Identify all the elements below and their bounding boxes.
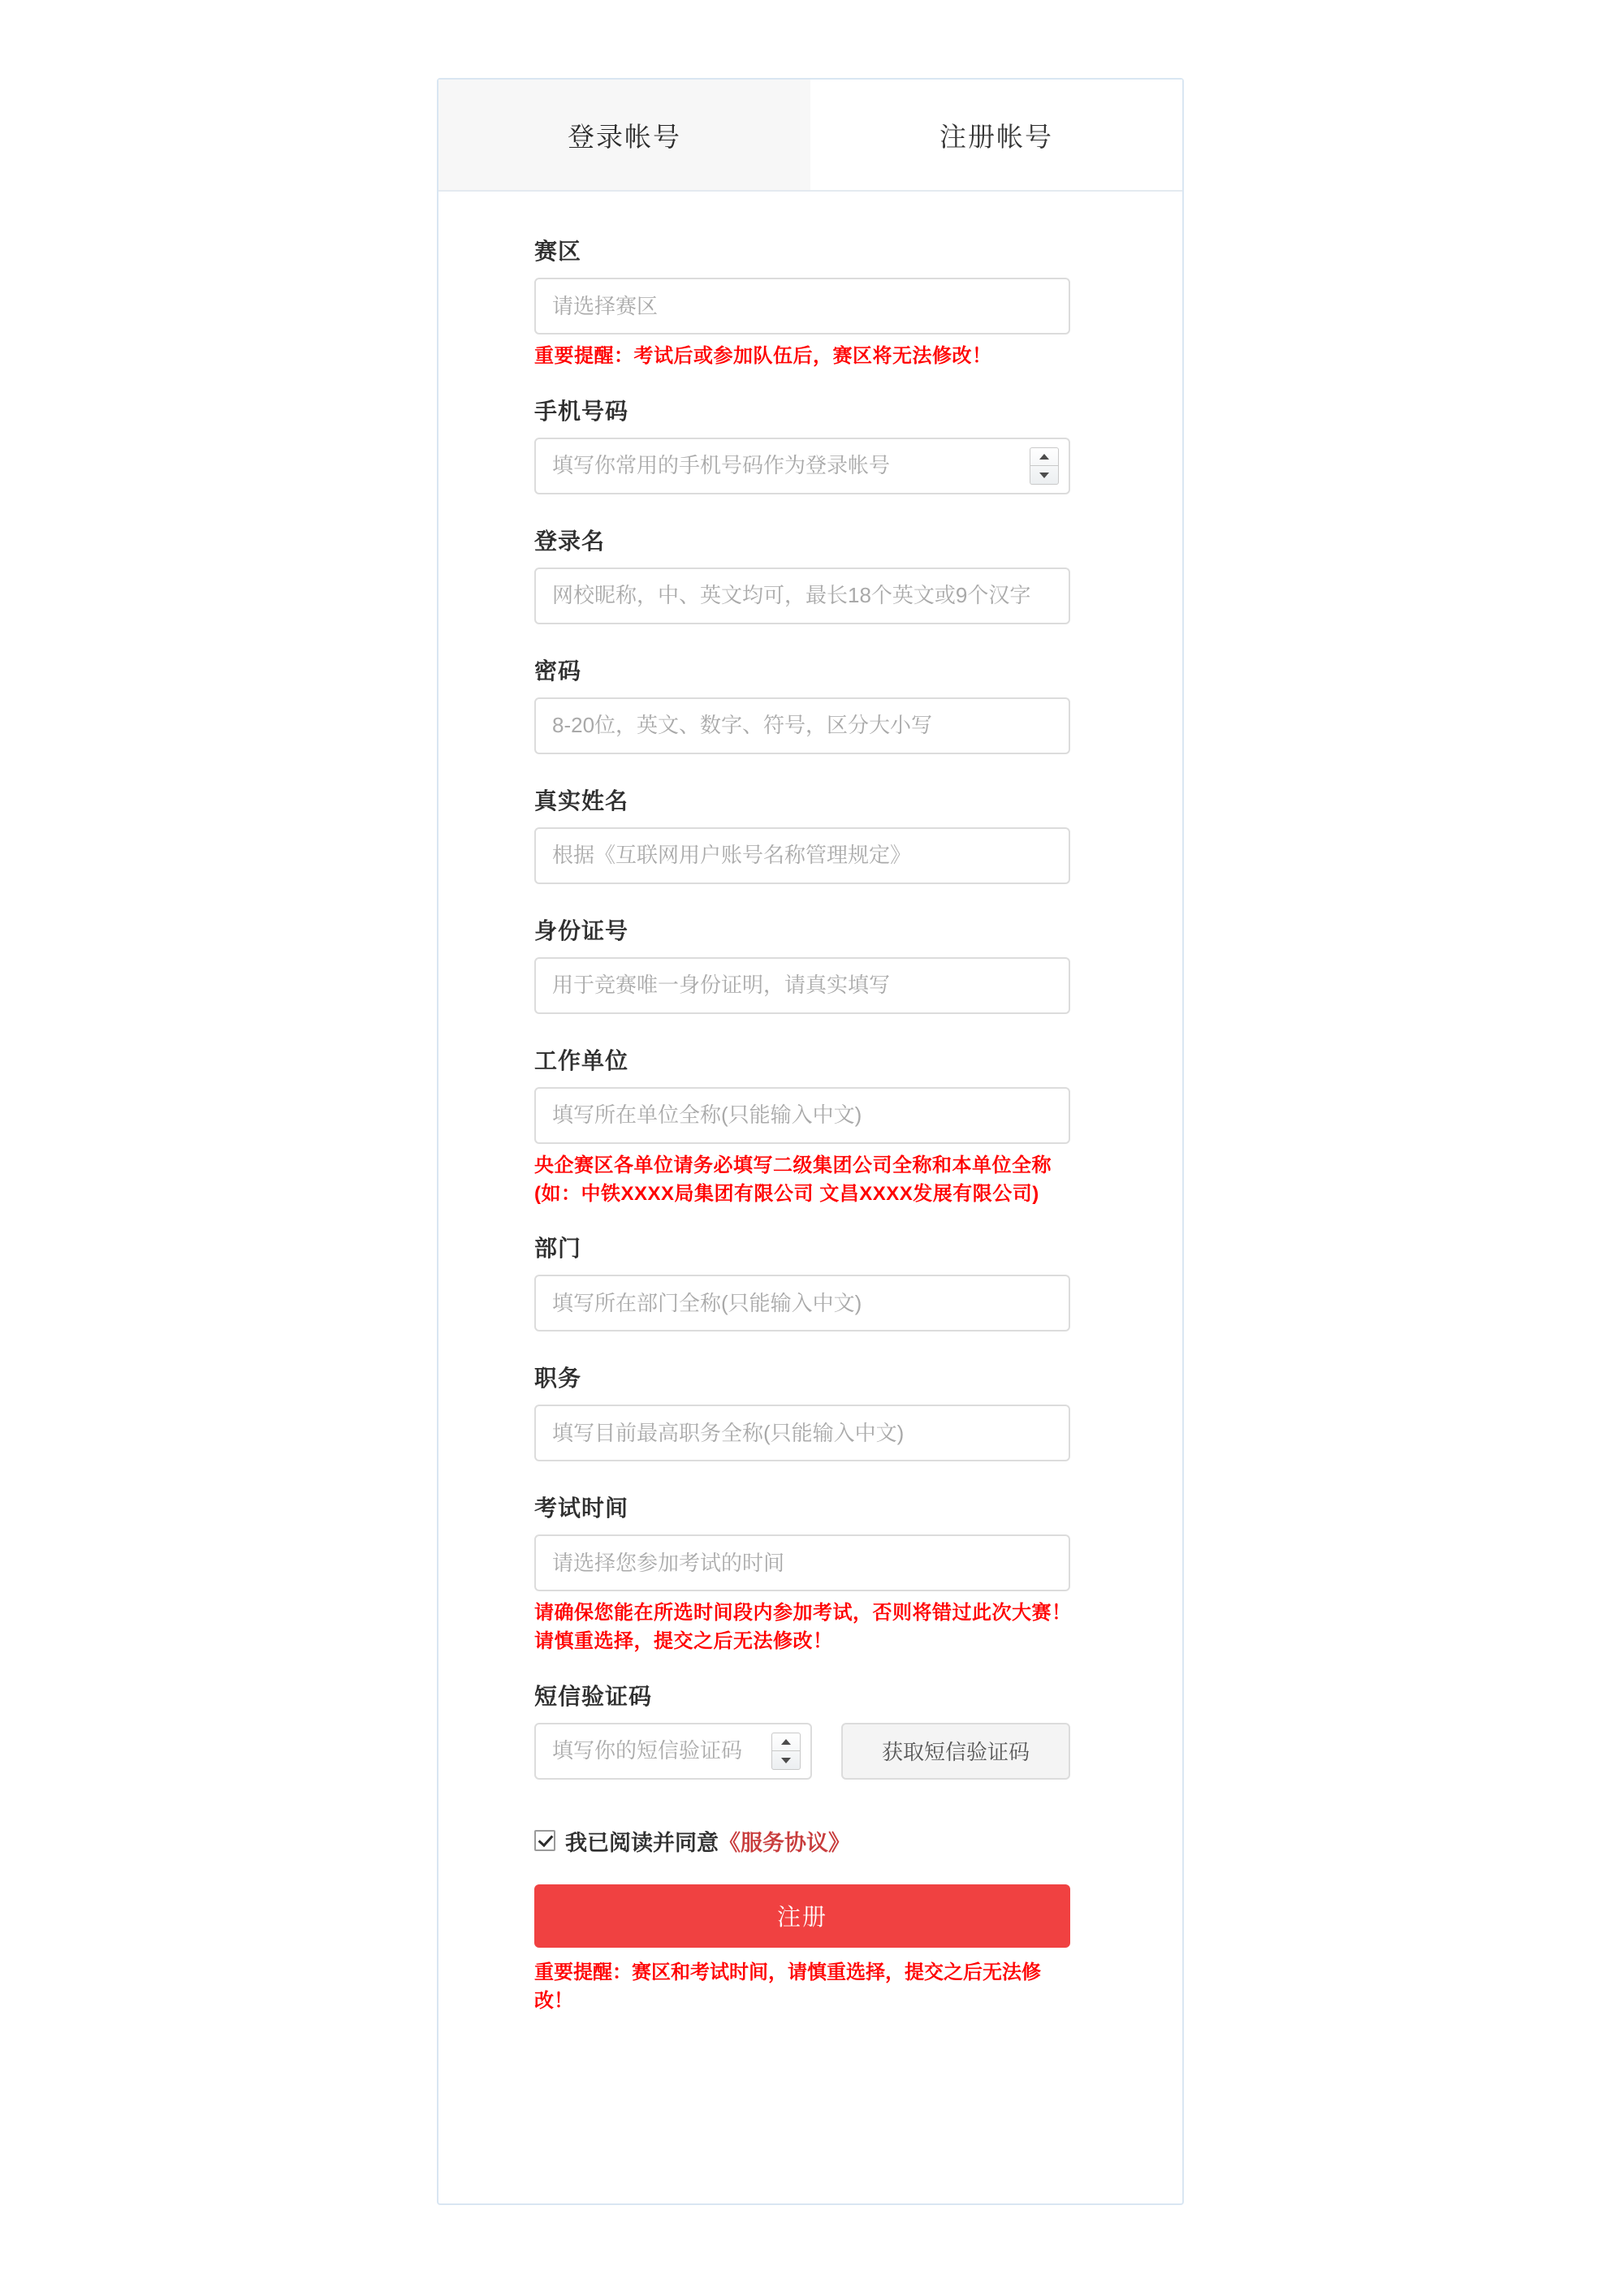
spacer — [534, 762, 1086, 783]
id-number-label: 身份证号 — [534, 917, 629, 943]
department-label: 部门 — [534, 1236, 582, 1262]
spacer — [534, 1022, 1086, 1043]
department-input[interactable] — [534, 1275, 1070, 1331]
spacer — [534, 632, 1086, 654]
password-input-wrap — [534, 697, 1070, 754]
sms-code-row — [534, 1723, 1086, 1780]
exam-time-label: 考试时间 — [534, 1495, 629, 1521]
real-name-label: 真实姓名 — [534, 788, 629, 814]
password-label: 密码 — [534, 658, 582, 684]
exam-time-hint: 请确保您能在所选时间段内参加考试，否则将错过此次大赛！请慎重选择，提交之后无法修改！ — [534, 1602, 1072, 1653]
arrow-up-icon — [781, 1739, 791, 1745]
position-input-wrap — [534, 1405, 1070, 1461]
work-unit-label: 工作单位 — [534, 1047, 629, 1073]
region-input-wrap — [534, 278, 1070, 334]
sms-code-input[interactable] — [534, 1723, 812, 1780]
phone-label: 手机号码 — [534, 398, 629, 424]
login-name-label: 登录名 — [534, 528, 606, 554]
spacer — [534, 1470, 1086, 1491]
field-exam-time — [534, 1491, 1086, 1656]
spacer — [534, 1340, 1086, 1361]
arrow-down-icon — [781, 1758, 791, 1763]
agreement-row — [534, 1825, 1086, 1857]
sms-code-label: 短信验证码 — [534, 1683, 653, 1709]
tab-register[interactable] — [810, 80, 1182, 190]
field-work-unit — [534, 1043, 1086, 1209]
work-unit-input[interactable] — [534, 1087, 1070, 1144]
register-submit-button[interactable]: 注册 — [534, 1884, 1070, 1948]
stepper-down-half[interactable] — [1030, 465, 1058, 484]
field-id-number — [534, 913, 1086, 1014]
exam-time-input-wrap — [534, 1534, 1070, 1591]
tab-login-label: 登录帐号 — [568, 121, 681, 152]
sms-stepper-icon[interactable] — [771, 1733, 801, 1770]
work-unit-input-wrap — [534, 1087, 1070, 1144]
stepper-up-half[interactable] — [772, 1733, 800, 1751]
spacer — [534, 1216, 1086, 1231]
arrow-down-icon — [1039, 473, 1049, 478]
field-position — [534, 1361, 1086, 1461]
field-phone — [534, 394, 1086, 494]
spacer — [534, 1664, 1086, 1679]
service-agreement-link[interactable]: 《服务协议》 — [719, 1830, 850, 1855]
stepper-up-half[interactable] — [1030, 448, 1058, 466]
department-input-wrap — [534, 1275, 1070, 1331]
exam-time-select-input[interactable] — [534, 1534, 1070, 1591]
field-login-name — [534, 524, 1086, 624]
stepper-down-half[interactable] — [772, 1750, 800, 1769]
position-label: 职务 — [534, 1366, 582, 1392]
phone-input[interactable] — [534, 438, 1070, 494]
region-select-input[interactable] — [534, 278, 1070, 334]
spacer — [534, 503, 1086, 524]
real-name-input[interactable] — [534, 827, 1070, 884]
spacer — [534, 379, 1086, 394]
auth-tabs — [438, 80, 1182, 192]
region-label: 赛区 — [534, 239, 582, 264]
id-number-input-wrap — [534, 957, 1070, 1014]
agreement-checkbox[interactable] — [534, 1830, 555, 1851]
position-input[interactable] — [534, 1405, 1070, 1461]
password-input[interactable] — [534, 697, 1070, 754]
submit-note: 重要提醒：赛区和考试时间，请慎重选择，提交之后无法修改！ — [534, 1961, 1041, 2012]
field-real-name — [534, 783, 1086, 884]
spacer — [534, 892, 1086, 913]
field-department — [534, 1231, 1086, 1331]
get-sms-code-button[interactable]: 获取短信验证码 — [841, 1723, 1070, 1780]
agreement-text: 我已阅读并同意 — [565, 1830, 719, 1855]
id-number-input[interactable] — [534, 957, 1070, 1014]
real-name-input-wrap — [534, 827, 1070, 884]
login-name-input[interactable] — [534, 568, 1070, 624]
registration-form — [438, 192, 1182, 2065]
login-name-input-wrap — [534, 568, 1070, 624]
tab-login[interactable] — [438, 80, 810, 190]
work-unit-hint: 央企赛区各单位请务必填写二级集团公司全称和本单位全称(如：中铁XXXX局集团有限公司 文昌XXXX发展有限公司) — [534, 1154, 1052, 1205]
region-hint: 重要提醒：考试后或参加队伍后，赛区将无法修改！ — [534, 345, 992, 367]
phone-stepper-icon[interactable] — [1030, 447, 1059, 485]
phone-input-wrap — [534, 438, 1070, 494]
sms-input-wrap — [534, 1723, 812, 1780]
field-region — [534, 234, 1086, 371]
field-sms-code — [534, 1679, 1086, 1780]
field-password — [534, 654, 1086, 754]
arrow-up-icon — [1039, 454, 1049, 460]
register-card — [437, 78, 1184, 2205]
tab-register-label: 注册帐号 — [939, 121, 1053, 152]
